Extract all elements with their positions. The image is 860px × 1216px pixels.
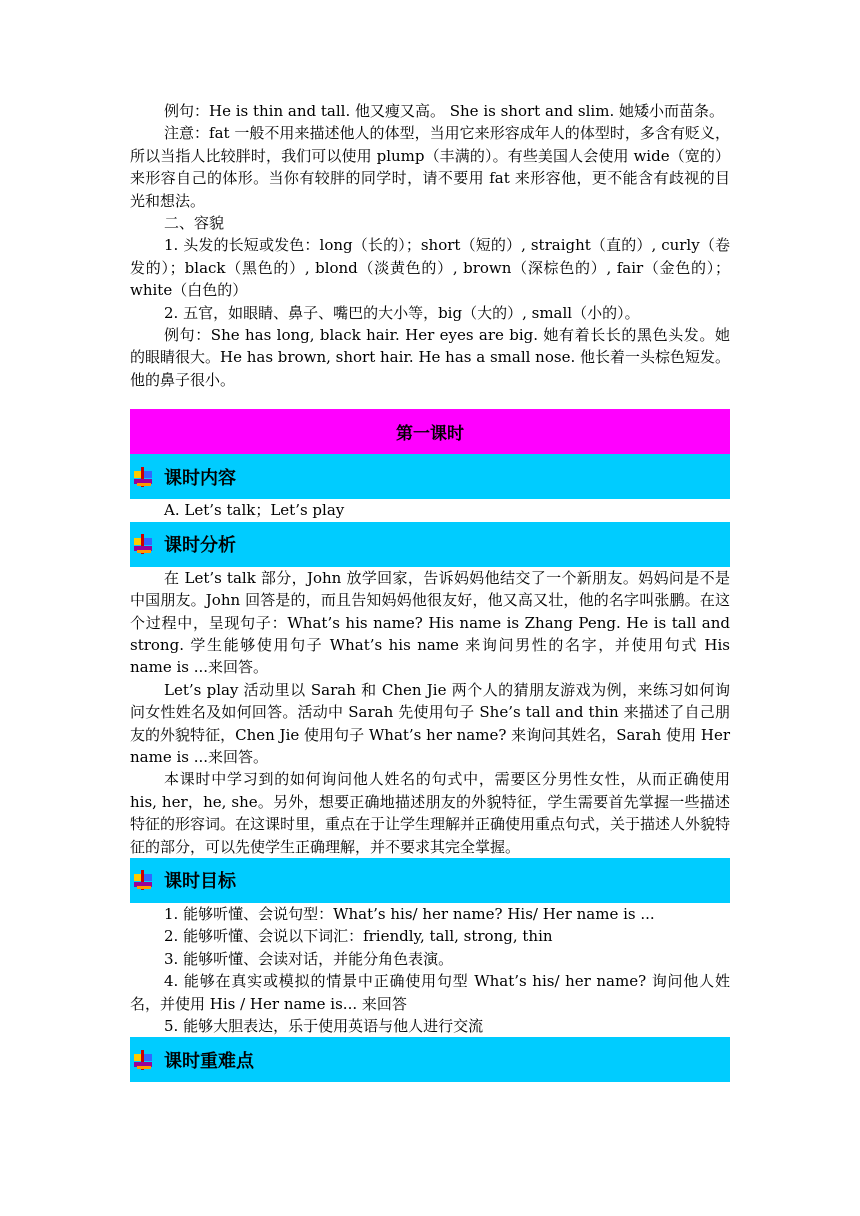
flag-icon bbox=[134, 534, 154, 554]
objective-item: 5. 能够大胆表达，乐于使用英语与他人进行交流 bbox=[164, 1017, 484, 1035]
lesson-title-banner bbox=[130, 409, 730, 454]
document-page bbox=[130, 100, 730, 1082]
intro-heading-appearance: 二、容貌 bbox=[164, 214, 225, 233]
intro-hair-item: 1. 头发的长短或发色：long（长的）；short（短的）, straight（直的）, curly（卷发的）；black（黑色的）, blond（淡黄色的）, brown（深棕色的）, fair（金色的）；white（白色的） bbox=[130, 236, 730, 300]
section-header-analysis bbox=[130, 522, 730, 567]
section-header-content bbox=[130, 454, 730, 499]
section-header-key-points bbox=[130, 1037, 730, 1082]
objective-item: 2. 能够听懂、会说以下词汇：friendly, tall, strong, thin bbox=[164, 927, 553, 946]
section-heading: 课时目标 bbox=[164, 871, 236, 893]
section-heading: 课时重难点 bbox=[164, 1050, 254, 1072]
lesson-title: 第一课时 bbox=[396, 424, 464, 445]
analysis-paragraph: 在 Let’s talk 部分，John 放学回家，告诉妈妈他结交了一个新朋友。妈妈问是不是中国朋友。John 回答是的，而且告知妈妈他很友好，他又高又壮，他的名字叫张鹏。在这个过程中，呈现句子：What’s his name? His name is Zhang Peng. He is tall and strong. 学生能够使用句子 What’s his name 来询问男性的名字，并使用句式 His name is ...来回答。 bbox=[130, 568, 730, 677]
analysis-paragraph: 本课时中学习到的如何询问他人姓名的句式中，需要区分男性女性，从而正确使用 his, her，he, she。另外，想要正确地描述朋友的外貌特征，学生需要首先掌握一些描述特征的形容词。在这课时里，重点在于让学生理解并正确使用重点句式，关于描述人外貌特征的部分，可以先使学生正确理解，并不要求其完全掌握。 bbox=[130, 770, 731, 856]
flag-icon bbox=[134, 1050, 154, 1070]
intro-example-body-type: 例句：He is thin and tall. 他又瘦又高。 She is short and slim. 她矮小而苗条。 bbox=[164, 102, 724, 120]
section-heading: 课时内容 bbox=[164, 467, 236, 489]
intro-example-appearance: 例句：She has long, black hair. Her eyes are big. 她有着长长的黑色头发。她的眼睛很大。He has brown, short hair. He has a small nose. 他长着一头棕色短发。他的鼻子很小。 bbox=[130, 326, 730, 389]
intro-note-fat: 注意：fat 一般不用来描述他人的体型，当用它来形容成年人的体型时，多含有贬义，所以当指人比较胖时，我们可以使用 plump（丰满的）。有些美国人会使用 wide（宽的）来形容自己的体形。当你有较胖的同学时，请不要用 fat 来形容他，更不能含有歧视的目光和想法。 bbox=[130, 124, 730, 210]
objective-item: 4. 能够在真实或模拟的情景中正确使用句型 What’s his/ her name? 询问他人姓名，并使用 His / Her name is... 来回答 bbox=[130, 972, 730, 1013]
section-heading: 课时分析 bbox=[164, 535, 236, 557]
intro-features-item: 2. 五官，如眼睛、鼻子、嘴巴的大小等，big（大的）, small（小的）。 bbox=[164, 303, 640, 322]
flag-icon bbox=[134, 467, 154, 487]
objective-item: 3. 能够听懂、会读对话，并能分角色表演。 bbox=[164, 949, 454, 968]
content-line: A. Let’s talk；Let’s play bbox=[164, 501, 345, 520]
objective-item: 1. 能够听懂、会说句型：What’s his/ her name? His/ Her name is ... bbox=[164, 904, 655, 923]
section-header-objectives bbox=[130, 858, 730, 903]
analysis-paragraph: Let’s play 活动里以 Sarah 和 Chen Jie 两个人的猜朋友游戏为例，来练习如何询问女性姓名及如何回答。活动中 Sarah 先使用句子 She’s tall and thin 来描述了自己朋友的外貌特征，Chen Jie 使用句子 What’s her name? 来询问其姓名，Sarah 使用 Her name is ...来回答。 bbox=[130, 680, 730, 766]
flag-icon bbox=[134, 870, 154, 890]
